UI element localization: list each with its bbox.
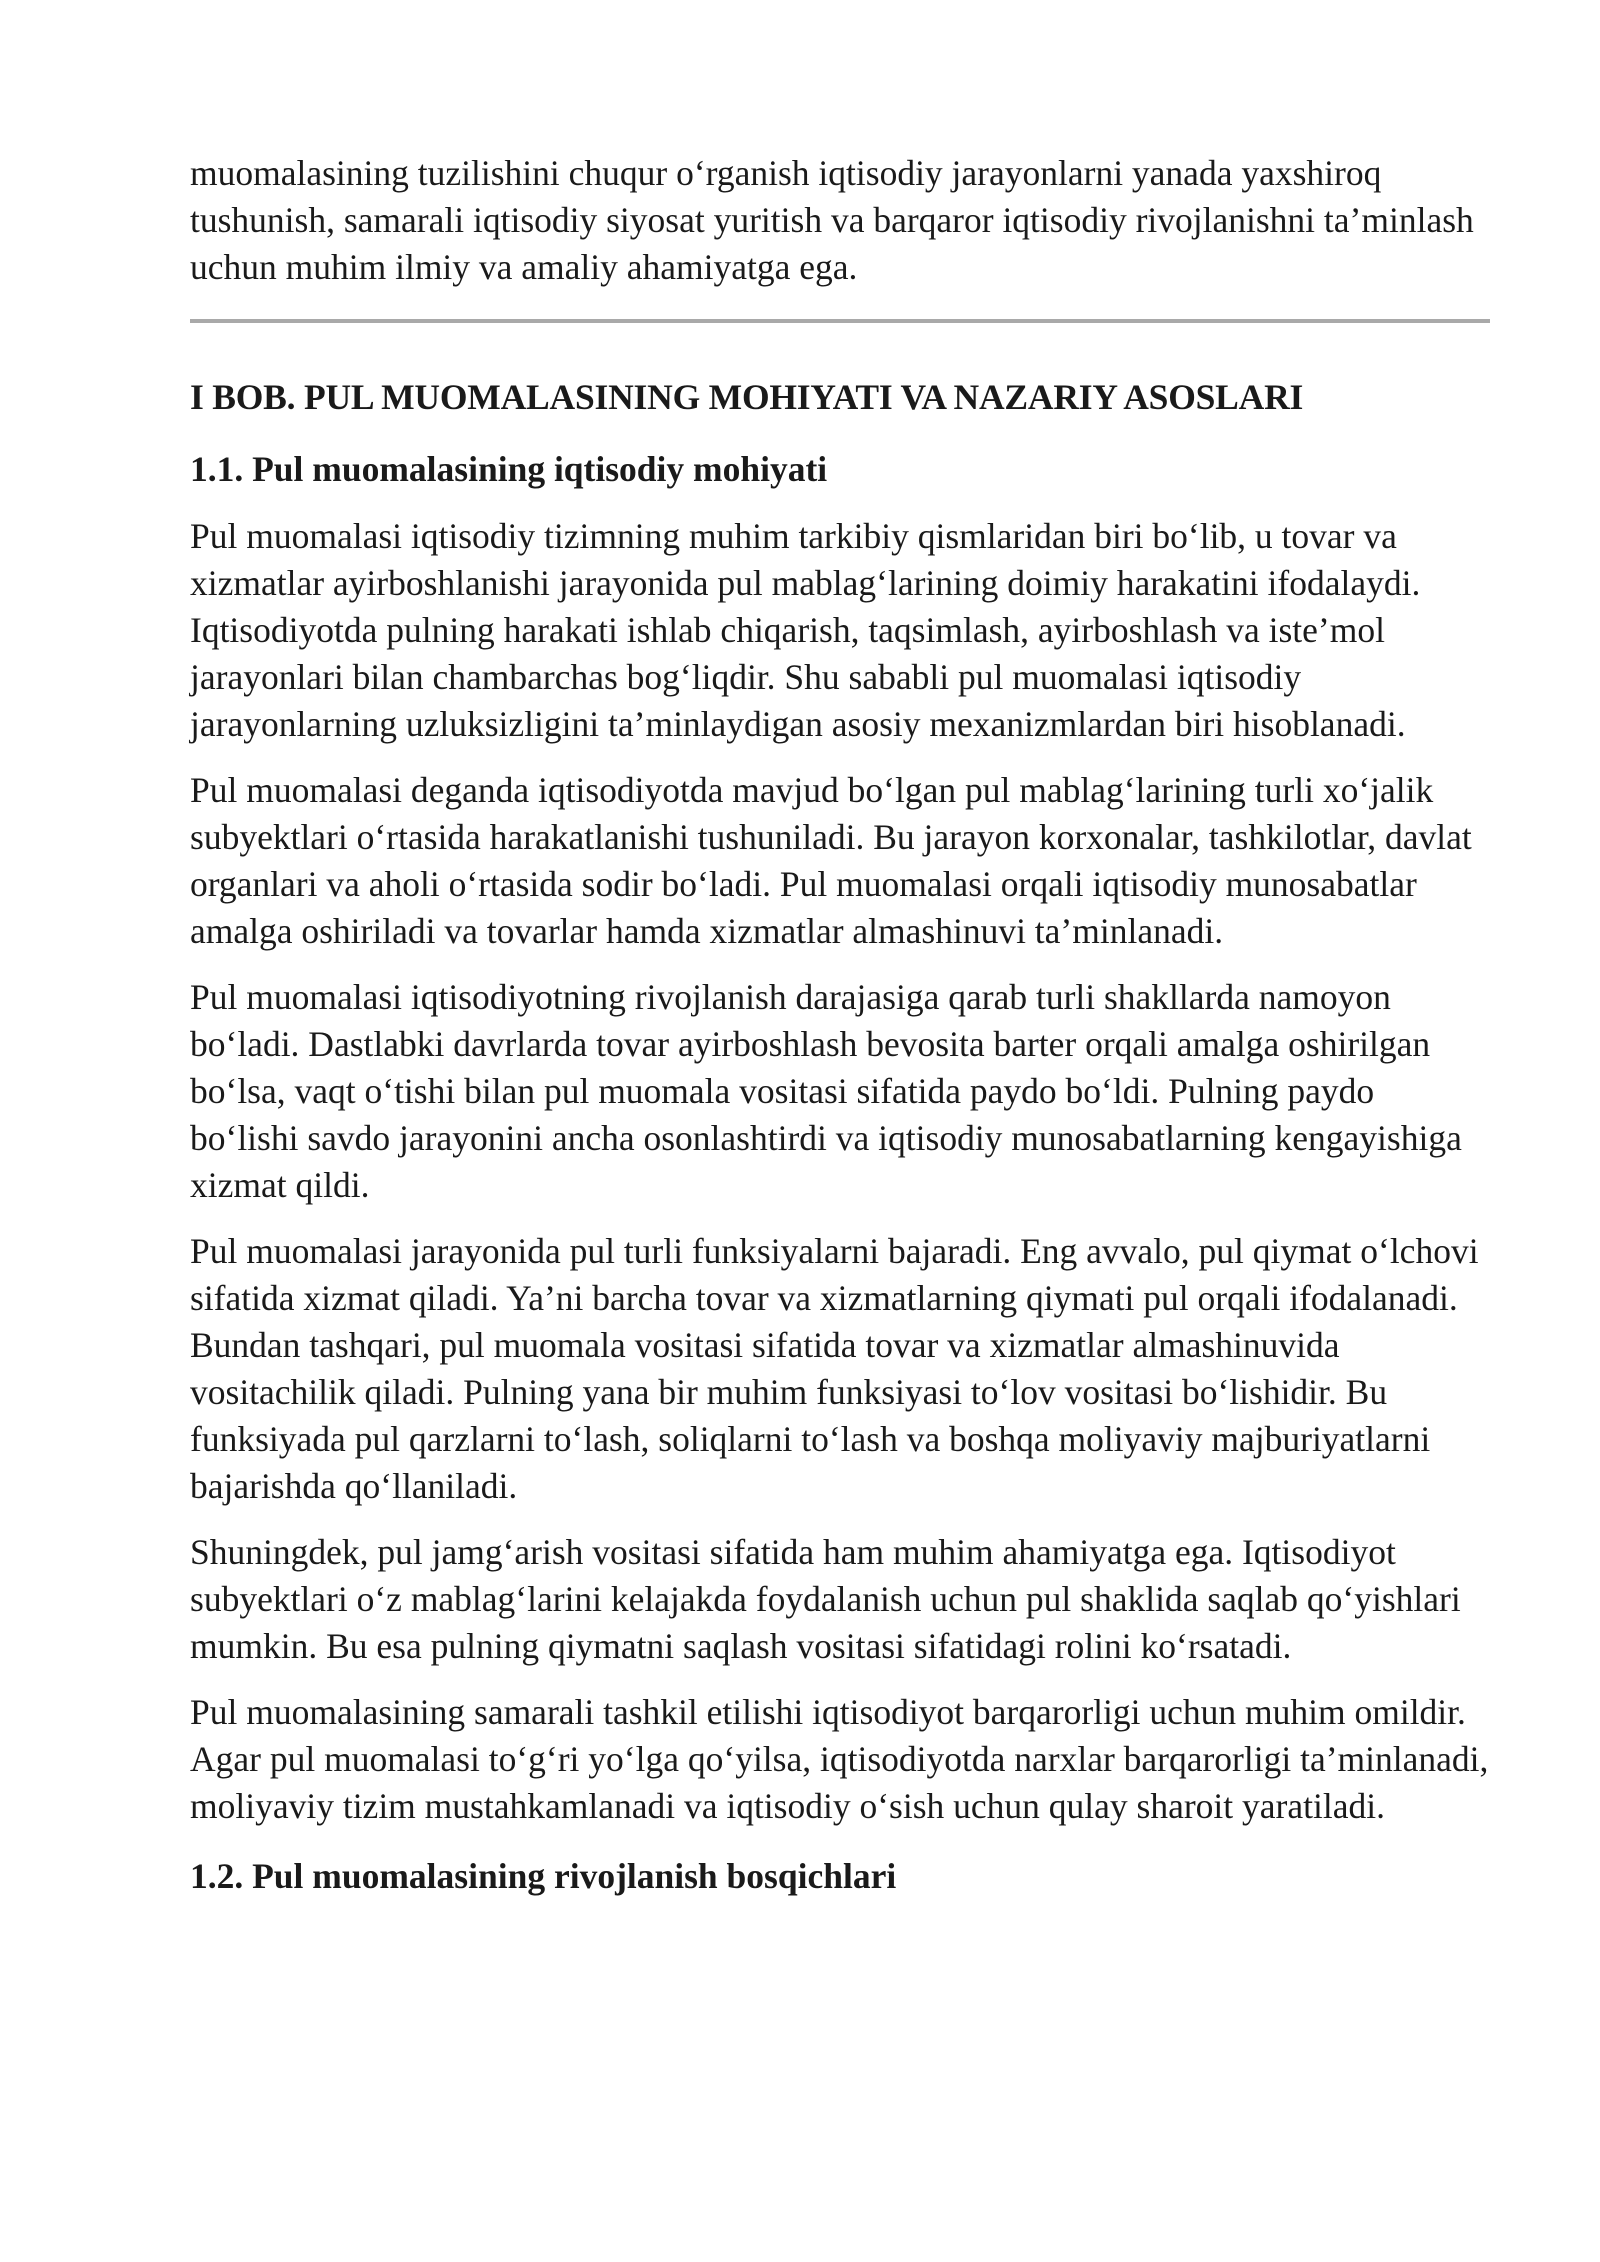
paragraph: Pul muomalasi deganda iqtisodiyotda mavjud bo‘lgan pul mablag‘larining turli xo‘jalik subyektlari o‘rtasida harakatlanishi tushuniladi. Bu jarayon korxonalar, tashkilotlar, davlat organlari va aholi o‘rtasida sodir bo‘ladi. Pul muomalasi orqali iqtisodiy munosabatlar amalga oshiriladi va tovarlar hamda xizmatlar almashinuvi ta’minlanadi. <box>190 770 1472 951</box>
paragraph: Pul muomalasi iqtisodiy tizimning muhim tarkibiy qismlaridan biri bo‘lib, u tovar va xizmatlar ayirboshlanishi jarayonida pul mablag‘larining doimiy harakatini ifodalaydi. Iqtisodiyotda pulning harakati ishlab chiqarish, taqsimlash, ayirboshlash va iste’mol jarayonlari bilan chambarchas bog‘liqdir. Shu sababli pul muomalasi iqtisodiy jarayonlarning uzluksizligini ta’minlaydigan asosiy mexanizmlardan biri hisoblanadi. <box>190 516 1421 744</box>
section-divider <box>190 319 1490 323</box>
paragraph: Pul muomalasi jarayonida pul turli funksiyalarni bajaradi. Eng avvalo, pul qiymat o‘lchovi sifatida xizmat qiladi. Ya’ni barcha tovar va xizmatlarning qiymati pul orqali ifodalanadi. Bundan tashqari, pul muomala vositasi sifatida tovar va xizmatlar almashinuvida vositachilik qiladi. Pulning yana bir muhim funksiyasi to‘lov vositasi bo‘lishidir. Bu funksiyada pul qarzlarni to‘lash, soliqlarni to‘lash va boshqa moliyaviy majburiyatlarni bajarishda qo‘llaniladi. <box>190 1231 1479 1506</box>
document-page <box>190 150 1490 1898</box>
section-title-1-1: 1.1. Pul muomalasining iqtisodiy mohiyati <box>190 449 828 489</box>
chapter-title: I BOB. PUL MUOMALASINING MOHIYATI VA NAZARIY ASOSLARI <box>190 377 1304 417</box>
intro-paragraph: muomalasining tuzilishini chuqur o‘rganish iqtisodiy jarayonlarni yanada yaxshiroq tushunish, samarali iqtisodiy siyosat yuritish va barqaror iqtisodiy rivojlanishni ta’minlash uchun muhim ilmiy va amaliy ahamiyatga ega. <box>190 153 1474 287</box>
section-title-1-2: 1.2. Pul muomalasining rivojlanish bosqichlari <box>190 1856 897 1896</box>
paragraph: Pul muomalasining samarali tashkil etilishi iqtisodiyot barqarorligi uchun muhim omildir. Agar pul muomalasi to‘g‘ri yo‘lga qo‘yilsa, iqtisodiyotda narxlar barqarorligi ta’minlanadi, moliyaviy tizim mustahkamlanadi va iqtisodiy o‘sish uchun qulay sharoit yaratiladi. <box>190 1692 1489 1826</box>
paragraph: Shuningdek, pul jamg‘arish vositasi sifatida ham muhim ahamiyatga ega. Iqtisodiyot subyektlari o‘z mablag‘larini kelajakda foydalanish uchun pul shaklida saqlab qo‘yishlari mumkin. Bu esa pulning qiymatni saqlash vositasi sifatidagi rolini ko‘rsatadi. <box>190 1532 1461 1666</box>
paragraph: Pul muomalasi iqtisodiyotning rivojlanish darajasiga qarab turli shakllarda namoyon bo‘ladi. Dastlabki davrlarda tovar ayirboshlash bevosita barter orqali amalga oshirilgan bo‘lsa, vaqt o‘tishi bilan pul muomala vositasi sifatida paydo bo‘ldi. Pulning paydo bo‘lishi savdo jarayonini ancha osonlashtirdi va iqtisodiy munosabatlarning kengayishiga xizmat qildi. <box>190 977 1462 1205</box>
